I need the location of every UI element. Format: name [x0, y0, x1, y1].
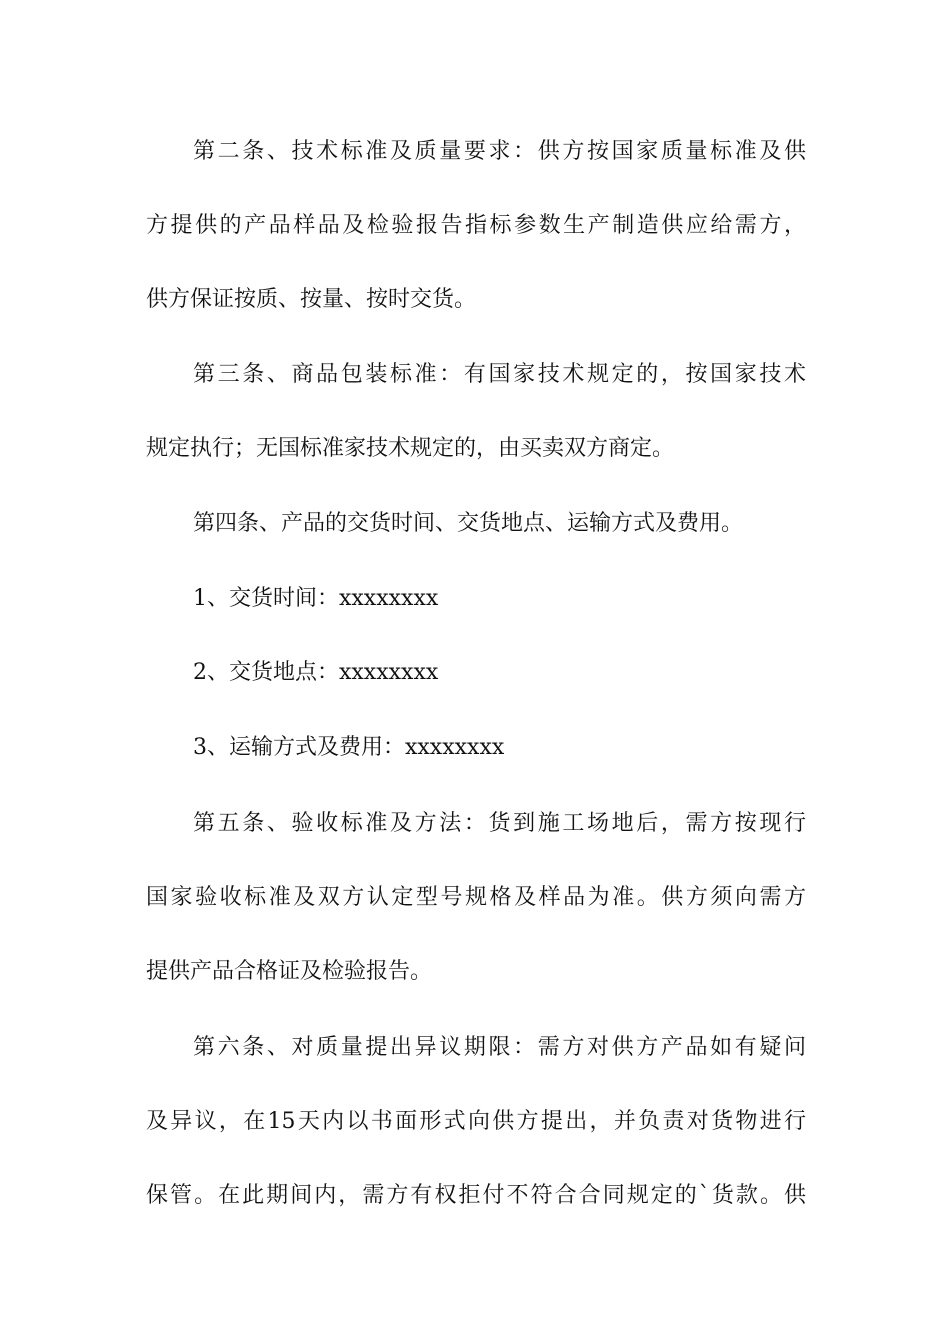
- article-6-line-1: 第六条、对质量提出异议期限：需方对供方产品如有疑问: [193, 1035, 806, 1060]
- article-6-line-2: 及异议，在15天内以书面形式向供方提出，并负责对货物进行: [146, 1109, 806, 1134]
- article-5-line-1: 第五条、验收标准及方法：货到施工场地后，需方按现行: [193, 811, 806, 836]
- article-5-line-2: 国家验收标准及双方认定型号规格及样品为准。供方须向需方: [146, 885, 806, 910]
- delivery-time-item: 1、交货时间：xxxxxxxx: [193, 586, 439, 611]
- article-5-line-3: 提供产品合格证及检验报告。: [146, 959, 433, 984]
- article-6-line-3: 保管。在此期间内，需方有权拒付不符合合同规定的`货款。供: [146, 1183, 806, 1208]
- article-2-line-2: 方提供的产品样品及检验报告指标参数生产制造供应给需方，: [146, 213, 806, 238]
- article-4-heading: 第四条、产品的交货时间、交货地点、运输方式及费用。: [193, 511, 744, 536]
- article-3-line-1: 第三条、商品包装标准：有国家技术规定的，按国家技术: [193, 362, 806, 387]
- article-2-line-3: 供方保证按质、按量、按时交货。: [146, 287, 477, 312]
- delivery-location-item: 2、交货地点：xxxxxxxx: [193, 660, 439, 685]
- transport-cost-item: 3、运输方式及费用：xxxxxxxx: [193, 735, 505, 760]
- article-3-line-2: 规定执行；无国标准家技术规定的，由买卖双方商定。: [146, 436, 675, 461]
- article-2-line-1: 第二条、技术标准及质量要求：供方按国家质量标准及供: [193, 139, 806, 164]
